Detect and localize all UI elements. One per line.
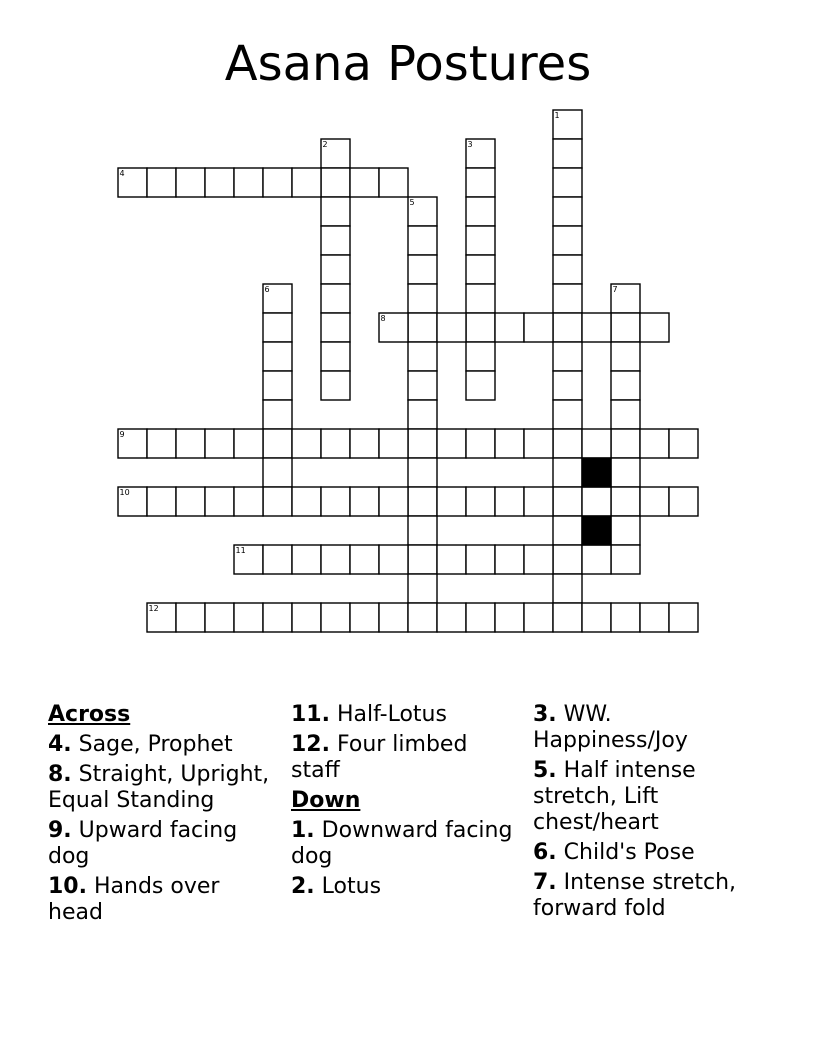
cell-number: 6 [264, 285, 270, 294]
cell-number: 8 [380, 314, 386, 323]
grid-cell[interactable] [408, 603, 437, 632]
grid-cell[interactable] [292, 168, 321, 197]
clue-text: Four limbed staff [291, 732, 468, 783]
clue-column-3 [533, 702, 773, 926]
across-heading: Across [48, 702, 131, 727]
grid-cell[interactable] [234, 487, 263, 516]
grid-cell[interactable] [234, 603, 263, 632]
across-clue-11[interactable] [291, 702, 516, 728]
grid-cell[interactable] [582, 545, 611, 574]
grid-cell[interactable] [553, 371, 582, 400]
grid-cell[interactable] [205, 168, 234, 197]
grid-cell[interactable] [350, 603, 379, 632]
grid-cell[interactable] [147, 429, 176, 458]
grid-cell[interactable] [292, 487, 321, 516]
grid-cell[interactable] [495, 429, 524, 458]
grid-cell[interactable] [379, 429, 408, 458]
grid-cell[interactable] [669, 603, 698, 632]
grid-cell[interactable] [321, 168, 350, 197]
clue-text: Lotus [321, 874, 382, 899]
cell-number: 4 [119, 169, 125, 178]
grid-cell[interactable] [205, 603, 234, 632]
grid-cell[interactable] [263, 429, 292, 458]
down-clue-6[interactable] [533, 840, 773, 866]
grid-cell[interactable] [408, 458, 437, 487]
grid-cell[interactable] [176, 429, 205, 458]
grid-cell[interactable] [553, 284, 582, 313]
grid-cell[interactable] [408, 400, 437, 429]
grid-cell[interactable] [553, 487, 582, 516]
grid-cell[interactable] [611, 516, 640, 545]
clue-text: Downward facing dog [291, 818, 513, 869]
grid-cell[interactable] [553, 516, 582, 545]
grid-cell[interactable] [408, 545, 437, 574]
grid-cell[interactable] [408, 255, 437, 284]
grid-cell[interactable] [553, 545, 582, 574]
grid-cell[interactable] [408, 284, 437, 313]
grid-cell[interactable] [437, 603, 466, 632]
grid-cell[interactable] [263, 603, 292, 632]
grid-cell[interactable] [611, 371, 640, 400]
grid-cell[interactable] [466, 197, 495, 226]
grid-cell[interactable] [205, 487, 234, 516]
grid-cell[interactable] [321, 487, 350, 516]
clue-number: 10. [48, 874, 87, 899]
clue-number: 3. [533, 702, 557, 727]
clue-number: 11. [291, 702, 330, 727]
across-clue-8[interactable] [48, 762, 273, 814]
grid-cell[interactable] [234, 429, 263, 458]
clue-number: 12. [291, 732, 330, 757]
clue-text: Straight, Upright, Equal Standing [48, 762, 270, 813]
grid-cell[interactable] [553, 603, 582, 632]
grid-cell[interactable] [321, 603, 350, 632]
grid-cell[interactable] [553, 139, 582, 168]
grid-cell[interactable] [321, 342, 350, 371]
grid-cell[interactable] [582, 603, 611, 632]
grid-cell[interactable] [495, 545, 524, 574]
clue-column-2 [291, 702, 516, 904]
grid-cell[interactable] [321, 545, 350, 574]
grid-cell[interactable] [611, 487, 640, 516]
grid-cell[interactable] [611, 603, 640, 632]
grid-cell[interactable] [350, 429, 379, 458]
grid-cell[interactable] [263, 168, 292, 197]
grid-cell[interactable] [408, 516, 437, 545]
clue-number: 4. [48, 732, 72, 757]
clue-number: 5. [533, 758, 557, 783]
grid-cell[interactable] [292, 545, 321, 574]
grid-cell[interactable] [611, 313, 640, 342]
grid-cell[interactable] [466, 255, 495, 284]
down-clue-7[interactable] [533, 870, 773, 922]
grid-cell[interactable] [466, 429, 495, 458]
grid-cell[interactable] [640, 429, 669, 458]
grid-cell[interactable] [408, 574, 437, 603]
grid-cell[interactable] [495, 487, 524, 516]
grid-cell[interactable] [147, 487, 176, 516]
clue-number: 9. [48, 818, 72, 843]
across-clue-9[interactable] [48, 818, 273, 870]
grid-cell[interactable] [524, 545, 553, 574]
grid-cell[interactable] [176, 603, 205, 632]
grid-cell[interactable] [466, 168, 495, 197]
grid-cell[interactable] [263, 313, 292, 342]
clue-text: Sage, Prophet [78, 732, 233, 757]
grid-cell[interactable] [437, 487, 466, 516]
grid-cell[interactable] [524, 429, 553, 458]
grid-cell[interactable] [176, 168, 205, 197]
grid-cell[interactable] [408, 313, 437, 342]
down-heading: Down [291, 788, 361, 813]
grid-cell[interactable] [176, 487, 205, 516]
grid-cell[interactable] [466, 284, 495, 313]
grid-cell[interactable] [553, 458, 582, 487]
grid-cell[interactable] [263, 371, 292, 400]
grid-cell[interactable] [437, 313, 466, 342]
grid-cell[interactable] [292, 603, 321, 632]
grid-cell[interactable] [437, 545, 466, 574]
across-clue-10[interactable] [48, 874, 273, 926]
block-cell [582, 516, 611, 545]
grid-cell[interactable] [321, 255, 350, 284]
grid-cell[interactable] [466, 545, 495, 574]
clue-number: 8. [48, 762, 72, 787]
grid-cell[interactable] [321, 429, 350, 458]
grid-cell[interactable] [263, 545, 292, 574]
grid-cell[interactable] [553, 429, 582, 458]
grid-cell[interactable] [321, 226, 350, 255]
grid-cell[interactable] [321, 197, 350, 226]
grid-cell[interactable] [466, 226, 495, 255]
grid-cell[interactable] [379, 487, 408, 516]
grid-cell[interactable] [582, 429, 611, 458]
cell-number: 1 [554, 111, 560, 120]
block-cell [582, 458, 611, 487]
cell-number: 5 [409, 198, 415, 207]
grid-cell[interactable] [611, 458, 640, 487]
grid-cell[interactable] [263, 342, 292, 371]
cell-number: 12 [148, 604, 159, 613]
cell-number: 10 [119, 488, 130, 497]
clue-column-1 [48, 702, 273, 930]
grid-cell[interactable] [611, 342, 640, 371]
grid-cell[interactable] [292, 429, 321, 458]
down-clue-3[interactable] [533, 702, 773, 754]
grid-cell[interactable] [524, 603, 553, 632]
grid-cell[interactable] [466, 342, 495, 371]
grid-cell[interactable] [582, 313, 611, 342]
grid-cell[interactable] [553, 313, 582, 342]
grid-cell[interactable] [669, 429, 698, 458]
down-clue-2[interactable] [291, 874, 516, 900]
grid-cell[interactable] [350, 545, 379, 574]
grid-cell[interactable] [263, 400, 292, 429]
grid-cell[interactable] [263, 487, 292, 516]
puzzle-title: Asana Postures [224, 36, 592, 92]
grid-cell[interactable] [553, 168, 582, 197]
clue-text: Half intense stretch, Lift chest/heart [533, 758, 696, 835]
clue-number: 6. [533, 840, 557, 865]
clue-text: Half-Lotus [336, 702, 447, 727]
grid-cell[interactable] [350, 168, 379, 197]
grid-cell[interactable] [582, 487, 611, 516]
grid-cell[interactable] [553, 197, 582, 226]
grid-cell[interactable] [408, 226, 437, 255]
clue-text: Hands over head [48, 874, 220, 925]
grid-cell[interactable] [321, 313, 350, 342]
grid-cell[interactable] [553, 574, 582, 603]
clue-number: 1. [291, 818, 315, 843]
grid-cell[interactable] [147, 168, 176, 197]
grid-cell[interactable] [350, 487, 379, 516]
down-clue-5[interactable] [533, 758, 773, 836]
grid-cell[interactable] [408, 429, 437, 458]
clue-number: 7. [533, 870, 557, 895]
across-clue-4[interactable] [48, 732, 273, 758]
grid-cell[interactable] [234, 168, 263, 197]
grid-cell[interactable] [553, 342, 582, 371]
grid-cell[interactable] [408, 487, 437, 516]
down-clue-1[interactable] [291, 818, 516, 870]
cell-number: 11 [235, 546, 246, 555]
cell-number: 3 [467, 140, 473, 149]
grid-cell[interactable] [611, 429, 640, 458]
clue-number: 2. [291, 874, 315, 899]
grid-cell[interactable] [466, 371, 495, 400]
grid-cell[interactable] [553, 400, 582, 429]
grid-cell[interactable] [437, 429, 466, 458]
grid-cell[interactable] [408, 371, 437, 400]
grid-cell[interactable] [321, 371, 350, 400]
clue-text: Upward facing dog [48, 818, 238, 869]
grid-cell[interactable] [495, 313, 524, 342]
cell-number: 7 [612, 285, 618, 294]
clue-text: WW. Happiness/Joy [533, 702, 688, 753]
grid-cell[interactable] [205, 429, 234, 458]
cell-number: 2 [322, 140, 328, 149]
grid-cell[interactable] [611, 400, 640, 429]
grid-cell[interactable] [321, 284, 350, 313]
grid-cell[interactable] [379, 168, 408, 197]
grid-cell[interactable] [495, 603, 524, 632]
cell-number: 9 [119, 430, 125, 439]
grid-cell[interactable] [379, 545, 408, 574]
across-clue-12[interactable] [291, 732, 516, 784]
clue-text: Intense stretch, forward fold [533, 870, 737, 921]
grid-cell[interactable] [466, 603, 495, 632]
grid-cell[interactable] [379, 603, 408, 632]
grid-cell[interactable] [611, 545, 640, 574]
grid-cell[interactable] [524, 487, 553, 516]
grid-cell[interactable] [640, 487, 669, 516]
grid-cell[interactable] [553, 255, 582, 284]
grid-cell[interactable] [640, 313, 669, 342]
grid-cell[interactable] [553, 226, 582, 255]
grid-cell[interactable] [466, 487, 495, 516]
grid-cell[interactable] [669, 487, 698, 516]
grid-cell[interactable] [524, 313, 553, 342]
clue-text: Child's Pose [563, 840, 695, 865]
grid-cell[interactable] [466, 313, 495, 342]
grid-cell[interactable] [640, 603, 669, 632]
grid-cell[interactable] [263, 458, 292, 487]
grid-cell[interactable] [408, 342, 437, 371]
